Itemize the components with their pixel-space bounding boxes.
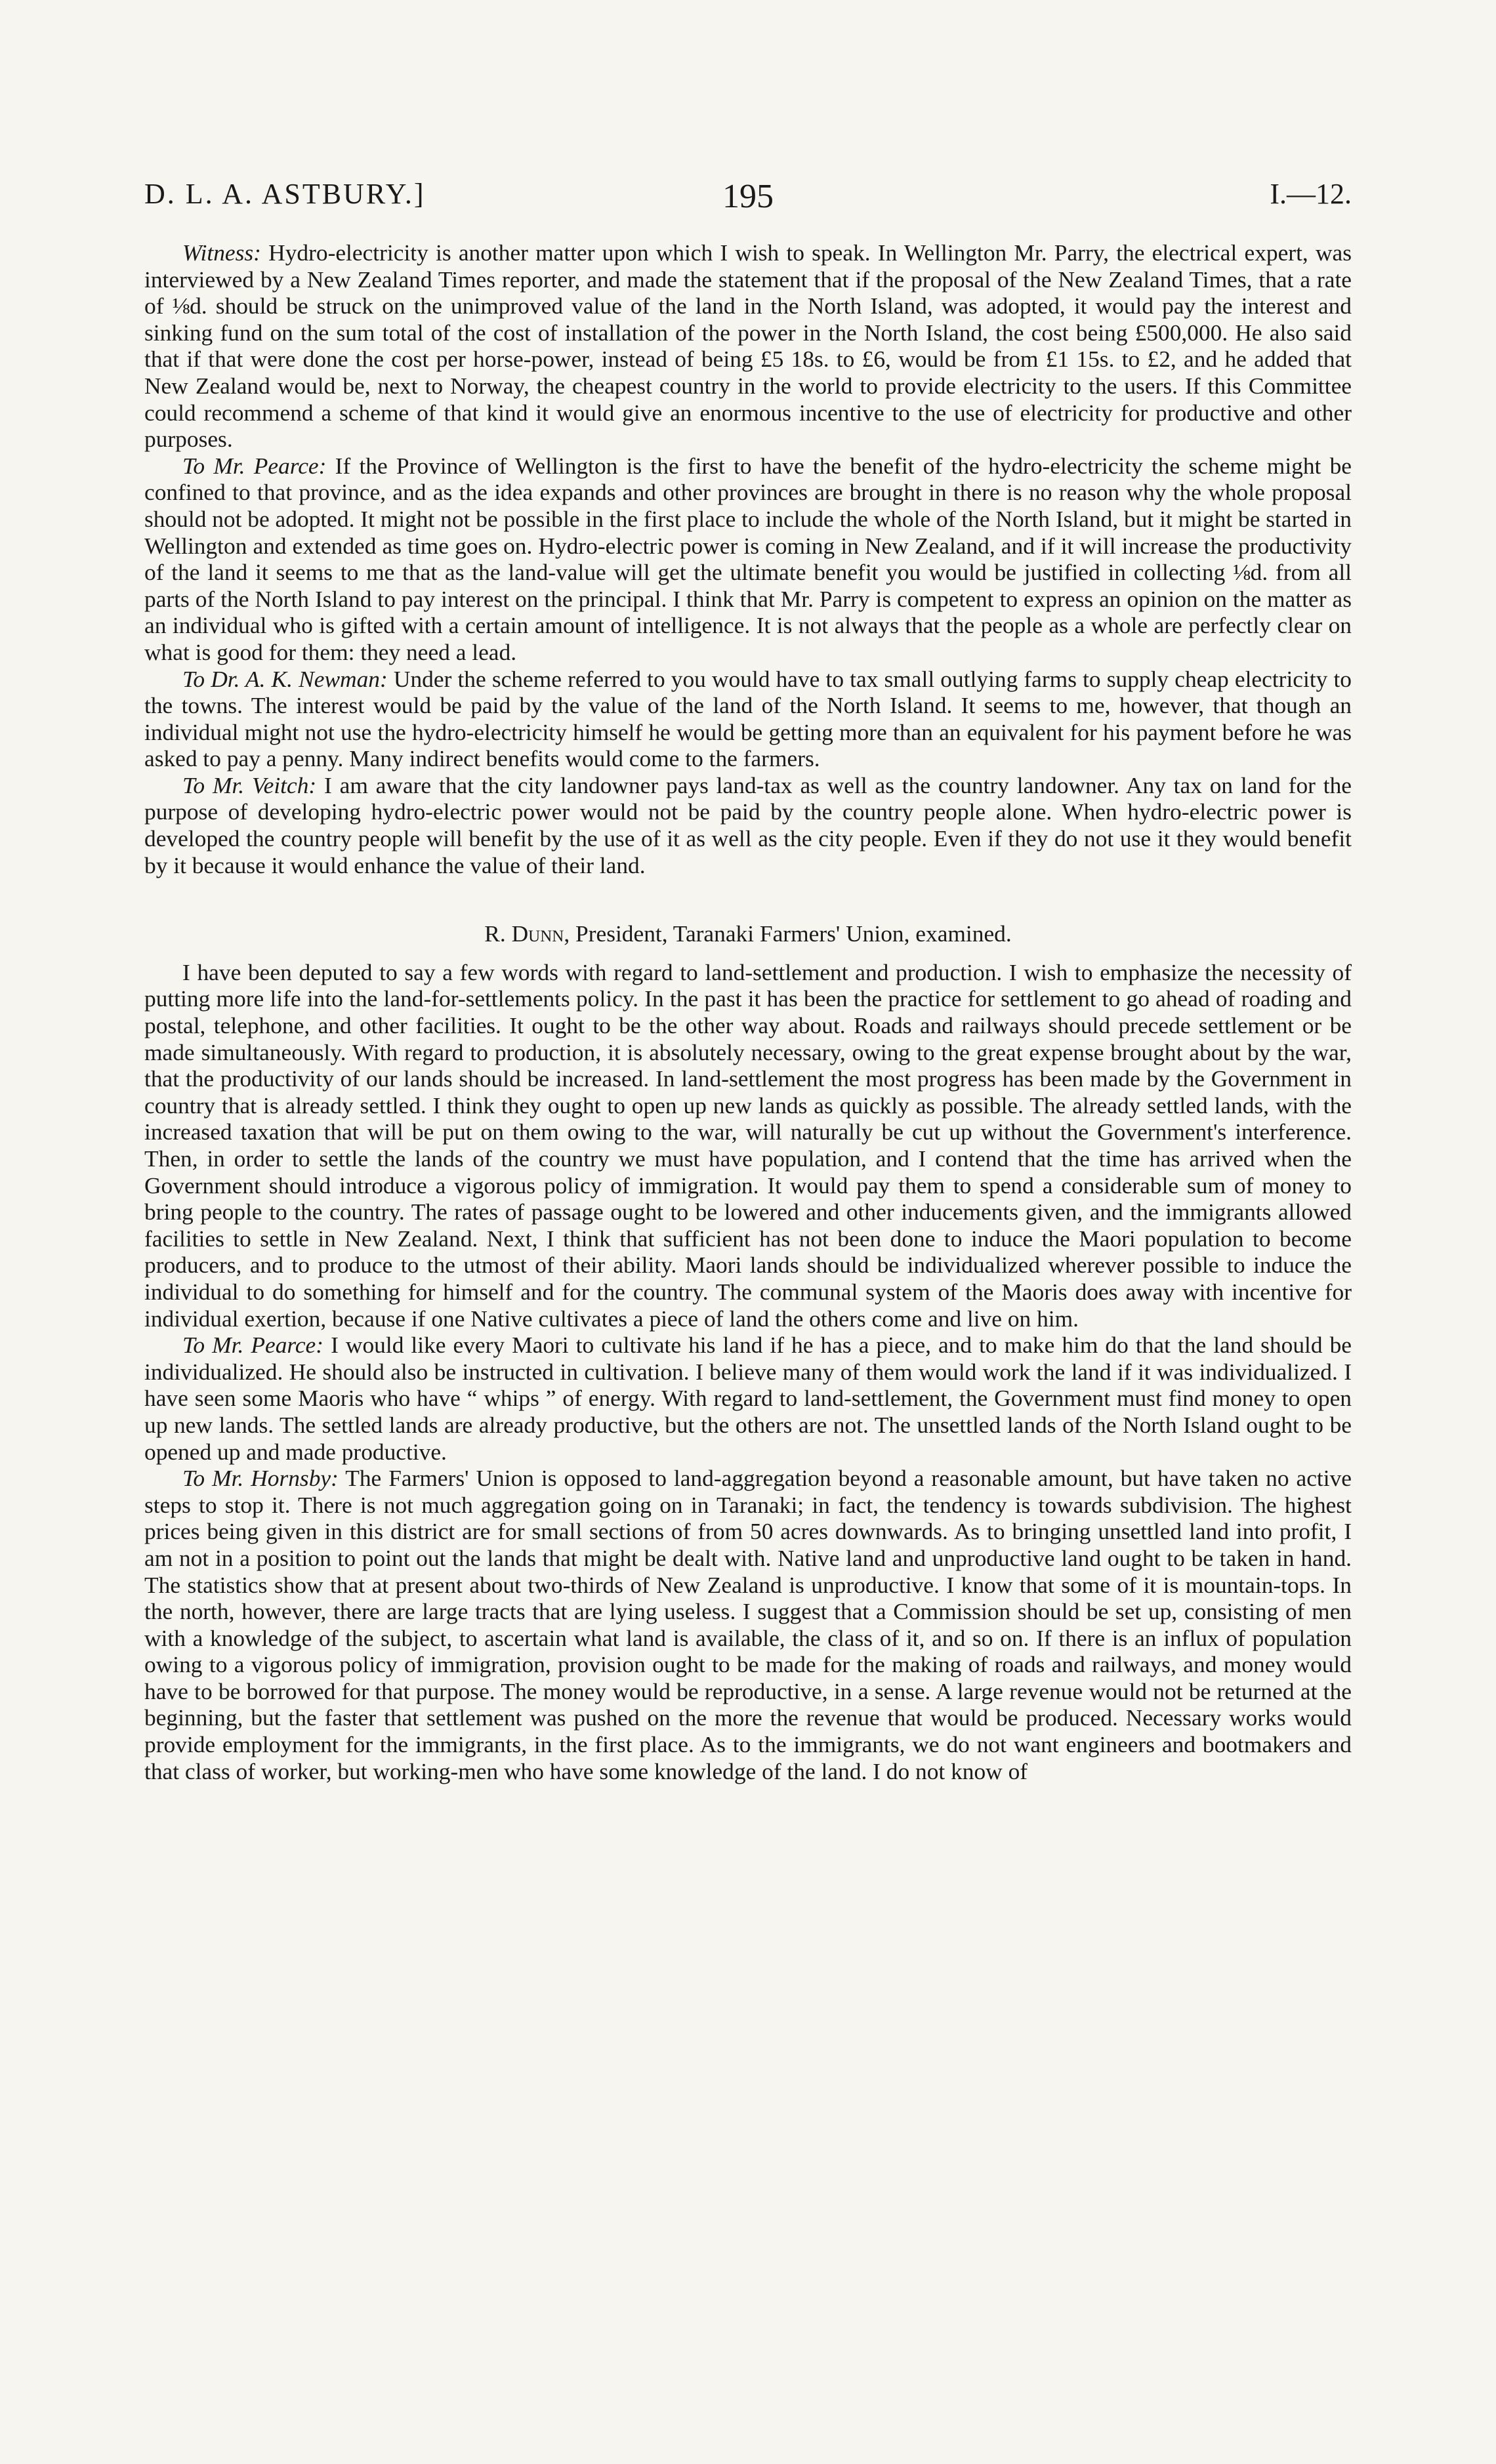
paragraph-text: I am aware that the city landowner pays land-tax as well as the country landowner. Any tax on land for the purpose of developing hydro-electric power would not be paid by the country people alone. When hydro-electric power is developed the country people will benefit by the use of it as well as the city people. Even if they do not use it they would benefit by it because it would enhance the value of their land.	[144, 771, 1352, 878]
section-heading	[144, 920, 1352, 947]
page-number: 195	[722, 178, 774, 215]
paragraph	[144, 1332, 1352, 1465]
heading-initial: R.	[484, 920, 512, 947]
paragraph	[144, 453, 1352, 666]
paragraph-lead: To Dr. A. K. Newman:	[182, 665, 388, 692]
document-body	[144, 239, 1352, 1784]
heading-name: Dunn	[511, 920, 564, 947]
page-header	[144, 177, 1352, 230]
dunn-evidence	[144, 959, 1352, 1784]
paragraph	[144, 959, 1352, 1332]
header-witness-name: D. L. A. ASTBURY.]	[144, 178, 426, 210]
paragraph-text: Under the scheme referred to you would have to tax small outlying farms to supply cheap electricity to the towns. The interest would be paid by the value of the land of the North Island. It seems to me, however, that though an individual might not use the hydro-electricity himself he would be getting more than an equivalent for his payment before he was asked to pay a penny. Many indirect benefits would come to the farmers.	[144, 665, 1352, 772]
paragraph	[144, 772, 1352, 878]
astbury-evidence	[144, 239, 1352, 878]
paragraph-text: If the Province of Wellington is the first to have the benefit of the hydro-electricity the scheme might be confined to that province, and as the idea expands and other provinces are brought in there is no reason why the whole proposal should not be adopted. It might not be possible in the first place to include the whole of the North Island, but it might be started in Wellington and extended as time goes on. Hydro-electric power is coming in New Zealand, and if it will increase the productivity of the land it seems to me that as the land-value will get the ultimate benefit you would be justified in collecting ⅛d. from all parts of the North Island to pay interest on the principal. I think that Mr. Parry is competent to express an opinion on the matter as an individual who is gifted with a certain amount of intelligence. It is not always that the people as a whole are perfectly clear on what is good for them: they need a lead.	[144, 452, 1352, 665]
paragraph-text: Hydro-electricity is another matter upon which I wish to speak. In Wellington Mr. Parry, the electrical expert, was interviewed by a New Zealand Times reporter, and made the statement that if the proposal of the New Zealand Times, that a rate of ⅛d. should be struck on the unimproved value of the land in the North Island, was adopted, it would pay the interest and sinking fund on the sum total of the cost of installation of the power in the North Island, the cost being £500,000. He also said that if that were done the cost per horse-power, instead of being £5 18s. to £6, would be from £1 15s. to £2, and he added that New Zealand would be, next to Norway, the cheapest country in the world to provide electricity to the users. If this Committee could recommend a scheme of that kind it would give an enormous incentive to the use of electricity for productive and other purposes.	[144, 239, 1352, 453]
paragraph-lead: To Mr. Pearce:	[182, 1332, 324, 1359]
paragraph-lead: To Mr. Pearce:	[182, 452, 327, 479]
paragraph-lead: Witness:	[182, 239, 261, 266]
paragraph-text: I have been deputed to say a few words with regard to land-settlement and production. I wish to emphasize the necessity of putting more life into the land-for-settlements policy. In the past it has been the practice for settlement to go ahead of roading and postal, telephone, and other facilities. It ought to be the other way about. Roads and railways should precede settlement or be made simultaneously. With regard to production, it is absolutely necessary, owing to the great expense brought about by the war, that the productivity of our lands should be increased. In land-settlement the most progress has been made by the Government in country that is already settled. I think they ought to open up new lands as quickly as possible. The already settled lands, with the increased taxation that will be put on them owing to the war, will naturally be cut up without the Government's interference. Then, in order to settle the lands of the country we must have population, and I contend that the time has arrived when the Government should introduce a vigorous policy of immigration. It would pay them to spend a considerable sum of money to bring people to the country. The rates of passage ought to be lowered and other inducements given, and the immigrants allowed facilities to settle in New Zealand. Next, I think that sufficient has not been done to induce the Maori population to become producers, and to produce to the utmost of their ability. Maori lands should be individualized wherever possible to induce the individual to do something for himself and for the country. The communal system of the Maoris does away with incentive for individual exertion, because if one Native cultivates a piece of land the others come and live on him.	[144, 958, 1352, 1332]
paragraph-text: The Farmers' Union is opposed to land-aggregation beyond a reasonable amount, but have taken no active steps to stop it. There is not much aggregation going on in Taranaki; in fact, the tendency is towards subdivision. The highest prices being given in this district are for small sections of from 50 acres downwards. As to bringing unsettled land into profit, I am not in a position to point out the lands that might be dealt with. Native land and unproductive land ought to be taken in hand. The statistics show that at present about two-thirds of New Zealand is unproductive. I know that some of it is mountain-tops. In the north, however, there are large tracts that are lying useless. I suggest that a Commission should be set up, consisting of men with a knowledge of the subject, to ascertain what land is available, the class of it, and so on. If there is an influx of population owing to a vigorous policy of immigration, provision ought to be made for the making of roads and railways, and money would have to be borrowed for that purpose. The money would be reproductive, in a sense. A large revenue would not be returned at the beginning, but the faster that settlement was pushed on the more the revenue that would be produced. Necessary works would provide employment for the immigrants, in the first place. As to the immigrants, we do not want engineers and bootmakers and that class of worker, but working-men who have some knowledge of the land. I do not know of	[144, 1465, 1352, 1784]
paragraph-lead: To Mr. Veitch:	[182, 771, 317, 798]
paper-reference: I.—12.	[1270, 178, 1352, 210]
paragraph	[144, 239, 1352, 453]
paragraph	[144, 666, 1352, 772]
paragraph-text: I would like every Maori to cultivate his land if he has a piece, and to make him do that the land should be individualized. He should also be instructed in cultivation. I believe many of them would work the land if it was individualized. I have seen some Maoris who have “ whips ” of energy. With regard to land-settlement, the Government must find money to open up new lands. The settled lands are already productive, but the others are not. The unsettled lands of the North Island ought to be opened up and made productive.	[144, 1332, 1352, 1465]
paragraph-lead: To Mr. Hornsby:	[182, 1465, 339, 1492]
paragraph	[144, 1465, 1352, 1784]
heading-rest: , President, Taranaki Farmers' Union, examined.	[564, 920, 1012, 947]
